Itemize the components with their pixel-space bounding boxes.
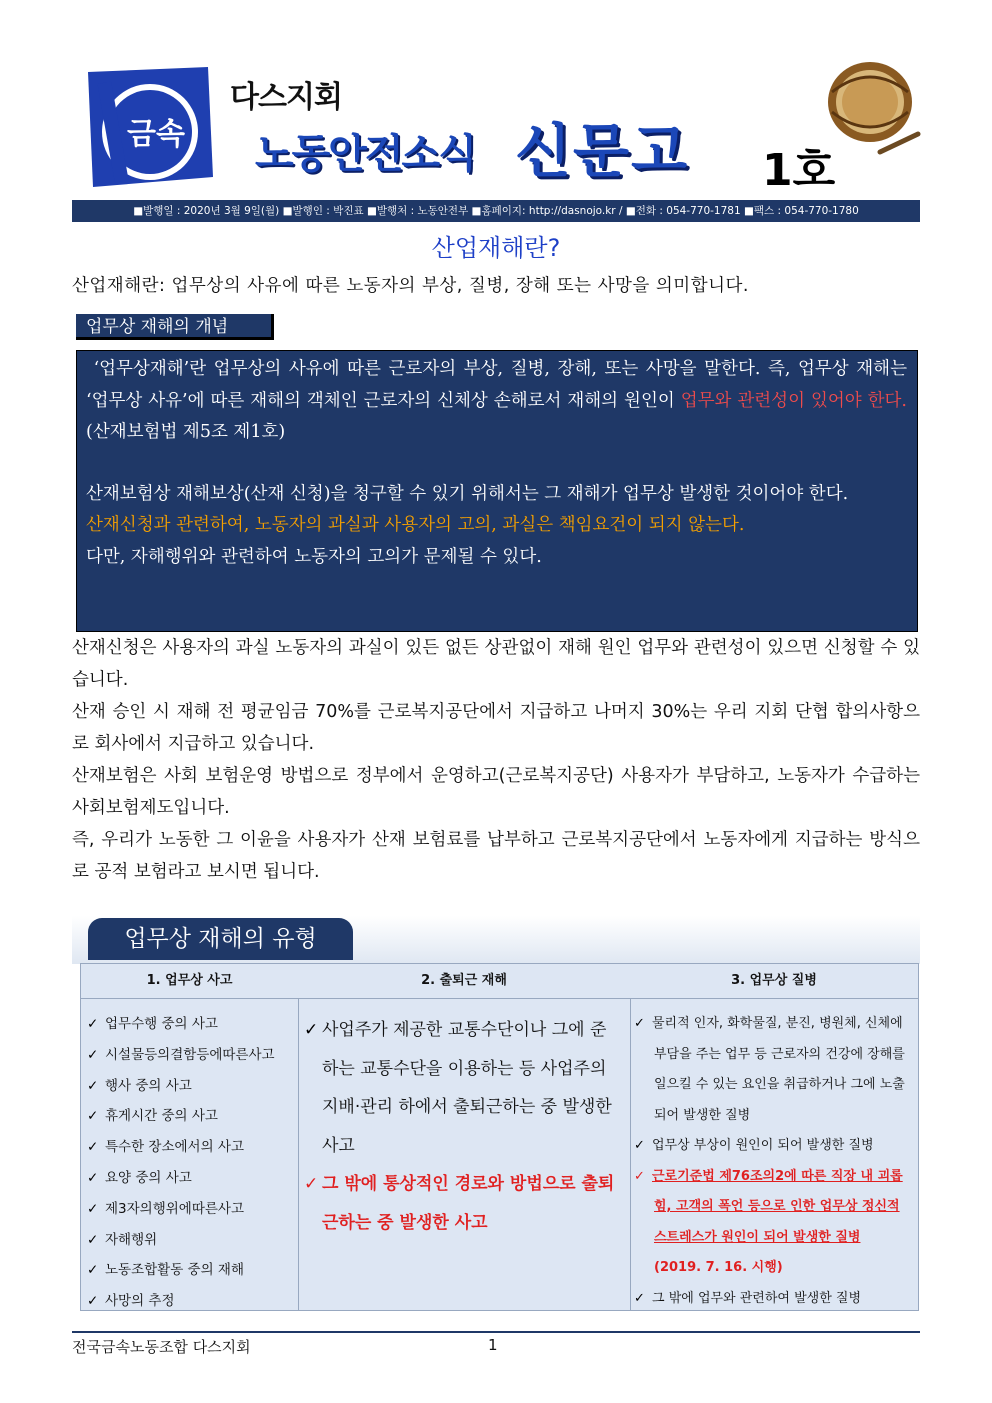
- list-item: ✓ 시설물등의결함등에따른사고: [81, 1040, 298, 1071]
- list-item: ✓ 행사 중의 사고: [81, 1071, 298, 1102]
- list-item: ✓ 그 밖에 통상적인 경로와 방법으로 출퇴근하는 중 발생한 사고: [298, 1165, 622, 1242]
- footer-divider: [72, 1331, 920, 1333]
- newsletter-series: 노동안전소식: [255, 131, 475, 177]
- list-item: ✓ 그 밖에 업무와 관련하여 발생한 질병: [630, 1284, 914, 1315]
- column-disease: [630, 964, 918, 1310]
- section-label-concept: 업무상 재해의 개념: [76, 314, 274, 340]
- list-item: ✓ 물리적 인자, 화학물질, 분진, 병원체, 신체에 부담을 주는 업무 등 근로자의 건강에 장해를 일으킬 수 있는 요인을 취급하거나 그에 노출되어 발생한 질병: [630, 1009, 914, 1131]
- check-icon: ✓: [87, 1169, 99, 1186]
- concept-box: [76, 350, 918, 632]
- column-commute: [298, 964, 631, 1310]
- concept-citation: (산재보험법 제5조 제1호): [86, 422, 286, 442]
- list-item: ✓ 요양 중의 사고: [81, 1163, 298, 1194]
- check-icon: ✓: [87, 1016, 99, 1032]
- concept-paragraph-2: 산재보험상 재해보상(산재 신청)을 청구할 수 있기 위해서는 그 재해가 업무상 발생한 것이어야 한다.: [86, 483, 849, 504]
- list-item: ✓ 제3자의행위에따른사고: [81, 1194, 298, 1225]
- publication-info-bar: ■발행일 : 2020년 3월 9일(월) ■발행인 : 박진표 ■발행처 : 노동안전부 ■홈페이지: http://dasnojo.kr / ■전화 : 054-770-1781 ■팩스 : 054-770-1780: [72, 200, 920, 222]
- newsletter-title: 신문고: [515, 117, 690, 185]
- column-heading: 1. 업무상 사고: [81, 964, 298, 999]
- intro-paragraph: 산업재해란: 업무상의 사유에 따른 노동자의 부상, 질병, 장해 또는 사망을 의미합니다.: [72, 276, 749, 296]
- check-icon: ✓: [87, 1231, 99, 1248]
- concept-paragraph-1: [86, 354, 907, 449]
- check-icon: ✓: [87, 1262, 99, 1279]
- union-logo: [78, 62, 218, 192]
- check-icon: ✓: [304, 1174, 319, 1194]
- page-title: 산업재해란?: [431, 234, 561, 262]
- concept-highlight-red: 업무와 관련성이 있어야 한다.: [680, 390, 907, 411]
- body-paragraph: 즉, 우리가 노동한 그 이윤을 사용자가 산재 보험료를 납부하고 근로복지공단에서 노동자에게 지급하는 방식으로 공적 보험라고 보시면 됩니다.: [72, 830, 920, 882]
- list-item: ✓ 사망의 추정: [81, 1286, 298, 1317]
- body-paragraph: 산재보험은 사회 보험운영 방법으로 정부에서 운영하고(근로복지공단) 사용자가 부담하고, 노동자가 수급하는 사회보험제도입니다.: [72, 766, 920, 818]
- concept-text: ‘업무상재해’란 업무상의 사유에 따른 근로자의 부상, 질병, 장해, 또는 사망을 말한다. 즉, 업무상 재해는 ‘업무상 사유’에 따른 재해의 객체인 근로자의 신체상 손해로서 재해의 원인이: [86, 359, 907, 411]
- list-item: ✓ 휴게시간 중의 사고: [81, 1101, 298, 1132]
- concept-paragraph-4: 다만, 자해행위와 관련하여 노동자의 고의가 문제될 수 있다.: [86, 546, 542, 567]
- list-item: ✓ 자해행위: [81, 1225, 298, 1256]
- footer-org: 전국금속노동조합 다스지회: [72, 1338, 251, 1356]
- check-icon: ✓: [634, 1290, 645, 1306]
- check-icon: ✓: [87, 1293, 99, 1310]
- check-icon: ✓: [87, 1200, 99, 1217]
- column-heading: 3. 업무상 질병: [630, 964, 918, 999]
- types-title: 업무상 재해의 유형: [88, 918, 353, 960]
- check-icon: ✓: [87, 1139, 99, 1156]
- check-icon: ✓: [634, 1016, 645, 1031]
- list-item: ✓ 업무수행 중의 사고: [81, 1009, 298, 1040]
- types-table: [80, 963, 919, 1311]
- check-icon: ✓: [634, 1138, 645, 1153]
- branch-name: 다스지회: [230, 80, 342, 115]
- drum-icon: [818, 52, 928, 167]
- list-item: ✓ 근로기준법 제76조의2에 따른 직장 내 괴롭힘, 고객의 폭언 등으로 인한 업무상 정신적 스트레스가 원인이 되어 발생한 질병 (2019. 7. 16. 시행): [630, 1162, 914, 1284]
- check-icon: ✓: [87, 1108, 99, 1125]
- list-item: ✓ 업무상 부상이 원인이 되어 발생한 질병: [630, 1131, 914, 1162]
- body-text: [72, 632, 920, 888]
- check-icon: ✓: [634, 1168, 645, 1184]
- list-item: ✓ 특수한 장소에서의 사고: [81, 1132, 298, 1163]
- concept-highlight-orange: 산재신청과 관련하여, 노동자의 과실과 사용자의 고의, 과실은 책임요건이 되지 않는다.: [86, 515, 745, 535]
- list-item: ✓ 노동조합활동 중의 재해: [81, 1255, 298, 1286]
- body-paragraph: 산재 승인 시 재해 전 평균임금 70%를 근로복지공단에서 지급하고 나머지 30%는 우리 지회 단협 합의사항으로 회사에서 지급하고 있습니다.: [72, 702, 920, 754]
- column-accident: [81, 964, 299, 1310]
- page-number: 1: [488, 1336, 498, 1354]
- check-icon: ✓: [87, 1046, 99, 1063]
- body-paragraph: 산재신청은 사용자의 과실 노동자의 과실이 있든 없든 상관없이 재해 원인 업무와 관련성이 있으면 신청할 수 있습니다.: [72, 638, 920, 690]
- list-item: ✓ 사업주가 제공한 교통수단이나 그에 준하는 교통수단을 이용하는 등 사업주의 지배·관리 하에서 출퇴근하는 중 발생한 사고: [298, 1011, 622, 1165]
- check-icon: ✓: [87, 1077, 99, 1094]
- logo-text: 금속: [127, 117, 185, 152]
- issue-number: 1호: [762, 145, 836, 196]
- column-heading: 2. 출퇴근 재해: [298, 964, 630, 999]
- check-icon: ✓: [304, 1020, 319, 1040]
